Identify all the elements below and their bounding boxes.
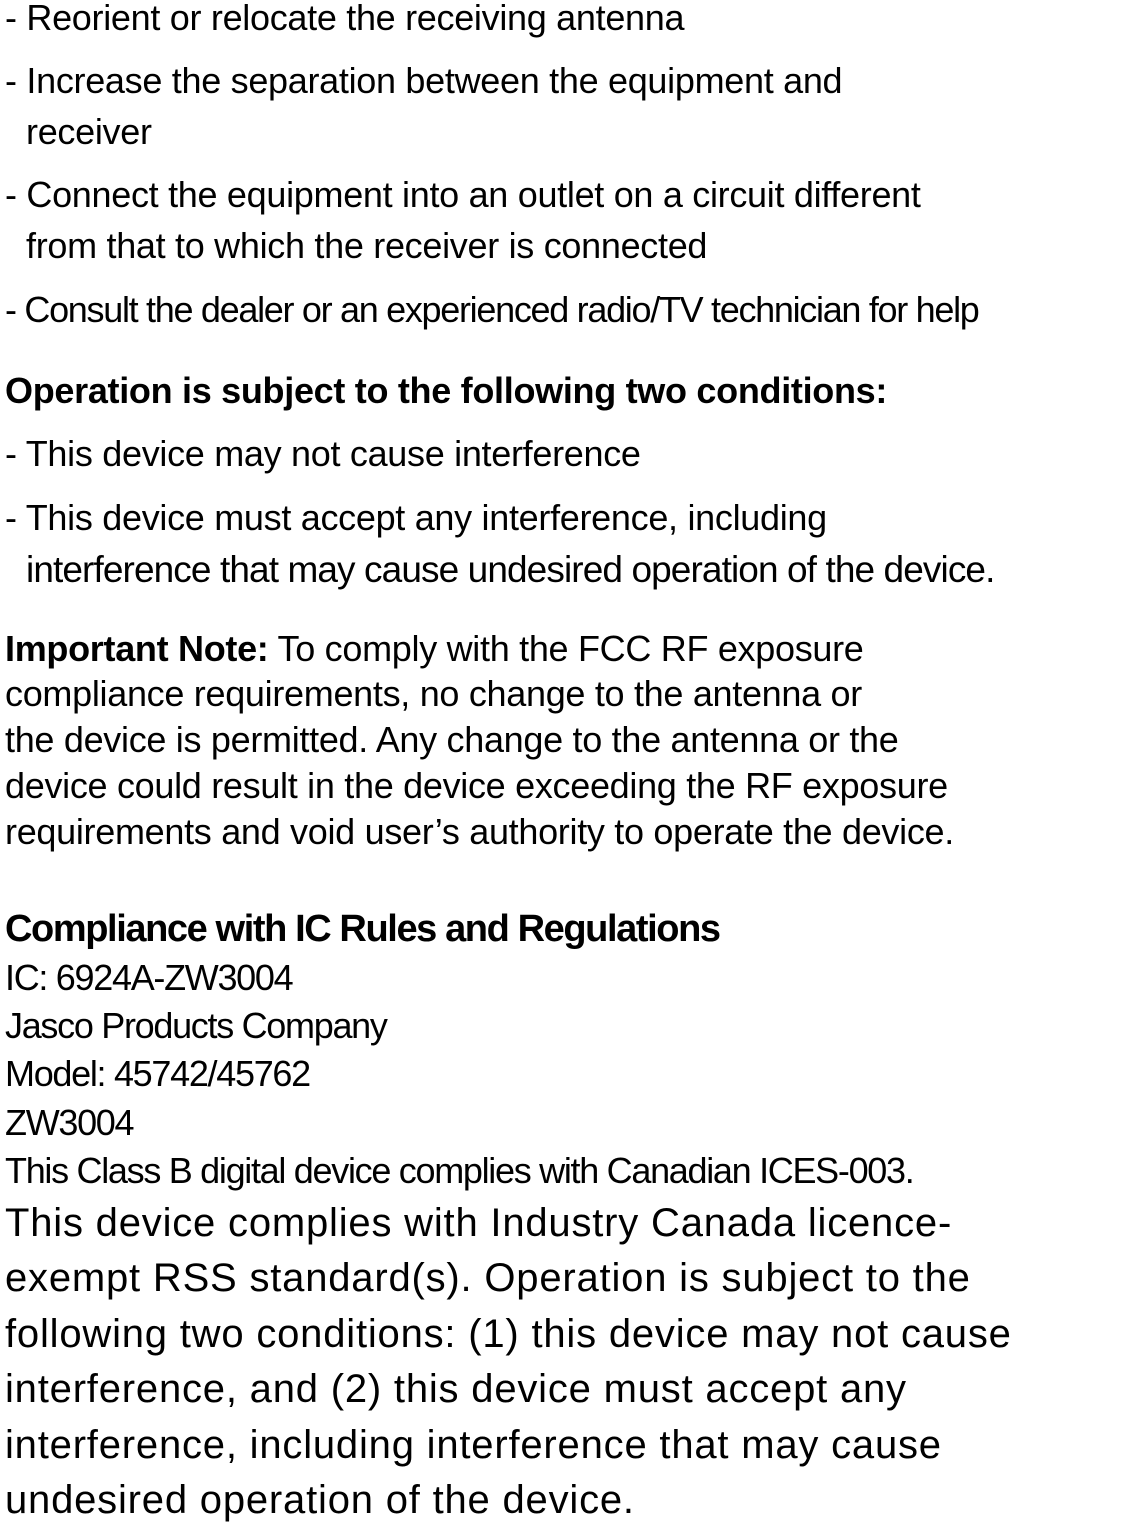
important-note-text: To comply with the FCC RF exposure xyxy=(268,628,864,669)
ices-compliance-statement: This Class B digital device complies with Canadian ICES-003. xyxy=(5,1150,914,1191)
suggestion-increase-separation: - Increase the separation between the equipment and xyxy=(5,60,843,101)
important-note-line-1 xyxy=(5,628,864,669)
important-note-line-2: compliance requirements, no change to the antenna or xyxy=(5,673,862,714)
condition-accept-interference: - This device must accept any interference, including xyxy=(5,497,827,538)
condition-no-interference: - This device may not cause interference xyxy=(5,433,641,474)
important-note-label: Important Note: xyxy=(5,628,269,669)
model-number: Model: 45742/45762 xyxy=(5,1053,310,1094)
manufacturer-name: Jasco Products Company xyxy=(5,1005,387,1046)
important-note-line-5: requirements and void user’s authority to operate the device. xyxy=(5,811,954,852)
suggestion-increase-separation-cont: receiver xyxy=(26,111,152,152)
ic-number: IC: 6924A-ZW3004 xyxy=(5,957,293,998)
suggestion-reorient-antenna: - Reorient or relocate the receiving antenna xyxy=(5,0,685,38)
industry-canada-line-4: interference, and (2) this device must accept any xyxy=(5,1367,907,1411)
conditions-heading: Operation is subject to the following two conditions: xyxy=(5,370,888,411)
product-code: ZW3004 xyxy=(5,1102,134,1143)
important-note-line-3: the device is permitted. Any change to the antenna or the xyxy=(5,719,899,760)
industry-canada-line-6: undesired operation of the device. xyxy=(5,1478,635,1522)
suggestion-consult-dealer: - Consult the dealer or an experienced radio/TV technician for help xyxy=(5,289,979,330)
industry-canada-line-5: interference, including interference that may cause xyxy=(5,1423,942,1467)
suggestion-connect-outlet: - Connect the equipment into an outlet on a circuit different xyxy=(5,174,921,215)
suggestion-connect-outlet-cont: from that to which the receiver is connected xyxy=(26,225,708,266)
condition-accept-interference-cont: interference that may cause undesired operation of the device. xyxy=(26,549,995,590)
important-note-line-4: device could result in the device exceeding the RF exposure xyxy=(5,765,948,806)
ic-compliance-heading: Compliance with IC Rules and Regulations xyxy=(5,908,720,950)
industry-canada-line-1: This device complies with Industry Canada licence- xyxy=(5,1201,953,1245)
industry-canada-line-3: following two conditions: (1) this device may not cause xyxy=(5,1312,1012,1356)
industry-canada-line-2: exempt RSS standard(s). Operation is subject to the xyxy=(5,1256,971,1300)
